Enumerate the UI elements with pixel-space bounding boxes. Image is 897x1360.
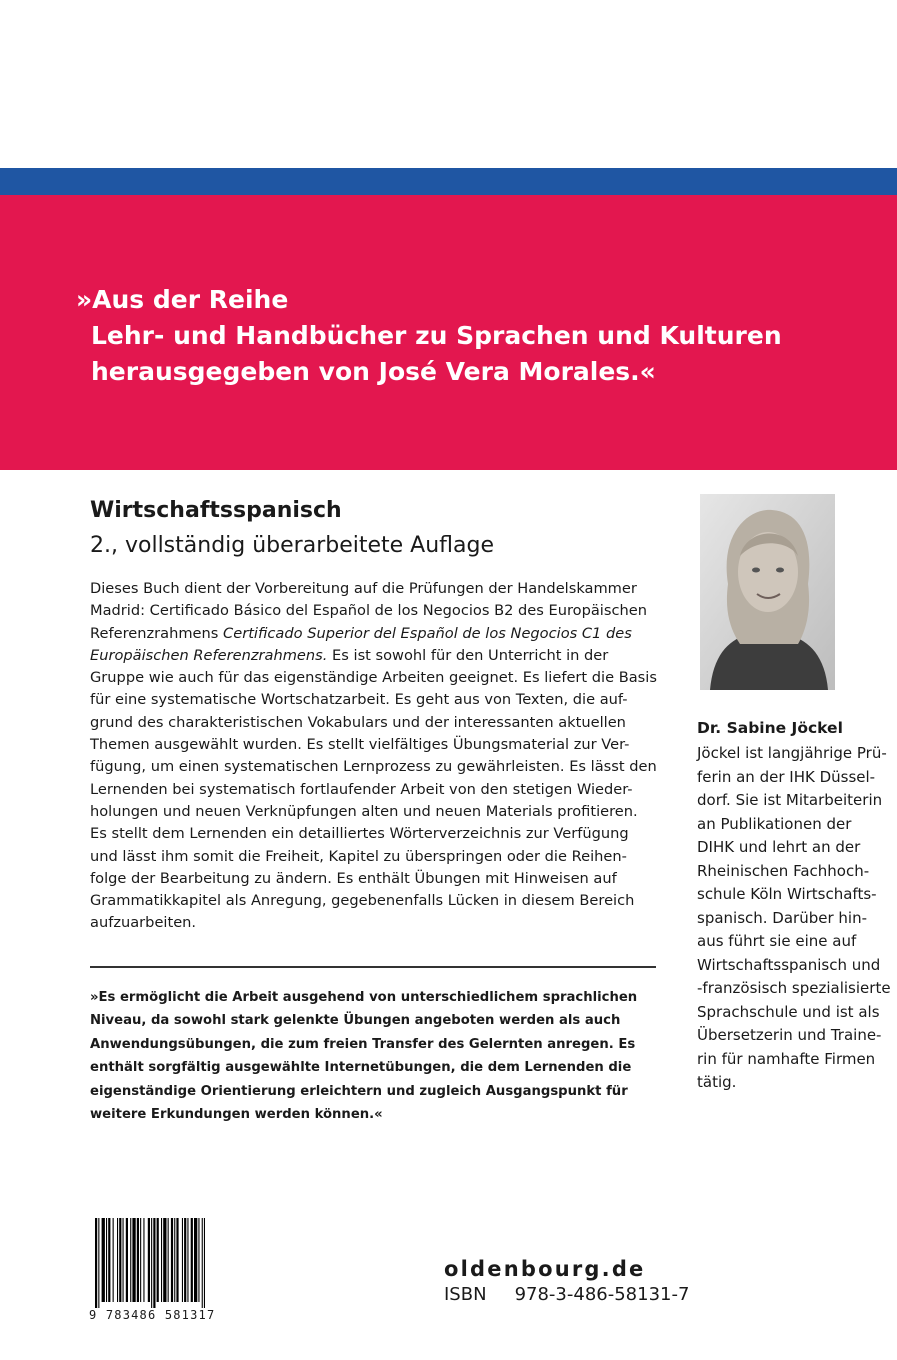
barcode-number: 9 783486 581317 xyxy=(89,1308,216,1322)
bio-line: Übersetzerin und Traine- xyxy=(697,1026,882,1044)
section-divider xyxy=(90,966,656,968)
barcode-bar xyxy=(95,1218,97,1308)
bio-line: -französisch spezialisierte xyxy=(697,979,891,997)
description-line: holungen und neuen Verknüpfungen alten und neuen Materials profitieren. xyxy=(90,802,638,820)
author-photo xyxy=(700,494,835,690)
description-line: Themen ausgewählt wurden. Es stellt vielfältiges Übungsmaterial zur Ver- xyxy=(90,736,630,754)
description-line: aufzuarbeiten. xyxy=(90,914,197,932)
isbn-label: ISBN xyxy=(444,1284,487,1305)
bio-line: DIHK und lehrt an der xyxy=(697,838,861,856)
barcode-bar xyxy=(157,1218,159,1302)
description-line: Lernenden bei systematisch fortlaufender Arbeit von den stetigen Wieder- xyxy=(90,780,633,798)
bio-line: ferin an der IHK Düssel- xyxy=(697,767,876,786)
blue-stripe xyxy=(0,168,897,195)
barcode-bar xyxy=(106,1218,107,1302)
barcode-bar xyxy=(119,1218,121,1302)
barcode-bar xyxy=(123,1218,124,1302)
quote-line: eigenständige Orientierung erleichtern und zugleich Ausgangspunkt für xyxy=(90,1083,628,1099)
author-name: Dr. Sabine Jöckel xyxy=(697,719,843,737)
description-line: fügung, um einen systematischen Lernprozess zu gewährleisten. Es lässt den xyxy=(90,758,657,776)
book-quote xyxy=(90,986,656,1126)
barcode-bar xyxy=(163,1218,166,1302)
description-line: folge der Bearbeitung zu ändern. Es enthält Übungen mit Hinweisen auf xyxy=(90,869,617,887)
barcode-bar xyxy=(148,1218,150,1302)
description-line: und lässt ihm somit die Freiheit, Kapitel zu überspringen oder die Reihen- xyxy=(90,847,627,865)
barcode-bar xyxy=(191,1218,193,1302)
barcode-bar xyxy=(108,1218,110,1302)
publisher-website: oldenbourg.de xyxy=(444,1257,646,1281)
barcode-bar xyxy=(140,1218,141,1302)
quote-line: Anwendungsübungen, die zum freien Transfer des Gelernten anregen. Es xyxy=(90,1036,636,1052)
barcode-bar xyxy=(182,1218,183,1302)
description-text: Es ist sowohl für den Unterricht in der xyxy=(327,646,609,664)
barcode-bar xyxy=(113,1218,114,1302)
book-description xyxy=(90,578,656,935)
barcode-bar xyxy=(168,1218,169,1302)
description-line: Grammatikkapitel als Anregung, gegebenenfalls Lücken in diesem Bereich xyxy=(90,892,635,910)
barcode-bar xyxy=(117,1218,118,1302)
series-line-3: herausgegeben von José Vera Morales.« xyxy=(91,357,656,386)
description-line: Dieses Buch dient der Vorbereitung auf die Prüfungen der Handelskammer xyxy=(90,580,637,597)
barcode-bar xyxy=(98,1218,99,1308)
barcode-bar xyxy=(137,1218,139,1302)
barcode-bar xyxy=(102,1218,105,1302)
description-line: Es stellt dem Lernenden ein detailliertes Wörterverzeichnis zur Verfügung xyxy=(90,825,629,843)
barcode-bar xyxy=(204,1218,205,1308)
description-line: Gruppe wie auch für das eigenständige Arbeiten geeignet. Es liefert die Basis xyxy=(90,669,657,687)
barcode-bar xyxy=(187,1218,188,1302)
bio-line: tätig. xyxy=(697,1073,737,1091)
barcode-bar xyxy=(171,1218,173,1302)
bio-line: schule Köln Wirtschafts- xyxy=(697,885,877,903)
barcode-bar xyxy=(176,1218,178,1302)
author-portrait-illustration xyxy=(700,494,835,690)
bio-line: an Publikationen der xyxy=(697,814,852,833)
bio-line: aus führt sie eine auf xyxy=(697,932,857,950)
bio-line: Sprachschule und ist als xyxy=(697,1002,880,1021)
author-bio xyxy=(697,742,891,1095)
quote-line: enthält sorgfältig ausgewählte Internetübungen, die dem Lernenden die xyxy=(90,1060,632,1076)
bio-line: rin für namhafte Firmen xyxy=(697,1049,876,1068)
bio-line: spanisch. Darüber hin- xyxy=(697,908,868,927)
book-edition: 2., vollständig überarbeitete Auflage xyxy=(90,533,495,558)
isbn xyxy=(444,1284,689,1305)
barcode-bar xyxy=(143,1218,144,1302)
description-line xyxy=(90,623,656,645)
description-italic: Europäischen Referenzrahmens. xyxy=(90,646,328,664)
series-line-2: Lehr- und Handbücher zu Sprachen und Kulturen xyxy=(91,321,782,350)
quote-line: weitere Erkundungen werden können.« xyxy=(90,1107,383,1123)
series-text xyxy=(76,282,876,390)
quote-line: »Es ermöglicht die Arbeit ausgehend von unterschiedlichem sprachlichen xyxy=(90,990,638,1005)
bio-line: Wirtschaftsspanisch und xyxy=(697,955,881,974)
isbn-value: 978-3-486-58131-7 xyxy=(514,1284,690,1305)
bio-line: Jöckel ist langjährige Prü- xyxy=(697,744,887,762)
barcode-bar xyxy=(130,1218,131,1302)
barcode-bar xyxy=(174,1218,175,1302)
barcode xyxy=(89,1218,259,1308)
barcode-bar xyxy=(184,1218,186,1302)
quote-line: Niveau, da sowohl stark gelenkte Übungen angeboten werden als auch xyxy=(90,1013,621,1029)
description-line xyxy=(90,645,656,667)
barcode-bar xyxy=(161,1218,162,1302)
barcode-bar xyxy=(198,1218,199,1302)
barcode-bar xyxy=(132,1218,135,1302)
bio-line: dorf. Sie ist Mitarbeiterin xyxy=(697,791,883,809)
book-title: Wirtschaftsspanisch xyxy=(90,498,342,523)
description-italic: Certificado Superior del Español de los Negocios C1 des xyxy=(223,624,632,642)
barcode-bar xyxy=(194,1218,197,1302)
series-line-1: »Aus der Reihe xyxy=(76,285,289,314)
description-line: grund des charakteristischen Vokabulars und der interessanten aktuellen xyxy=(90,713,626,731)
barcode-bar xyxy=(202,1218,203,1308)
barcode-bar xyxy=(151,1218,152,1308)
description-text: Referenzrahmens xyxy=(90,624,224,642)
bio-line: Rheinischen Fachhoch- xyxy=(697,861,870,880)
barcode-bar xyxy=(153,1218,155,1308)
description-line: Madrid: Certificado Básico del Español de los Negocios B2 des Europäischen xyxy=(90,602,647,620)
barcode-bar xyxy=(126,1218,128,1302)
description-line: für eine systematische Wortschatzarbeit. Es geht aus von Texten, die auf- xyxy=(90,691,628,709)
